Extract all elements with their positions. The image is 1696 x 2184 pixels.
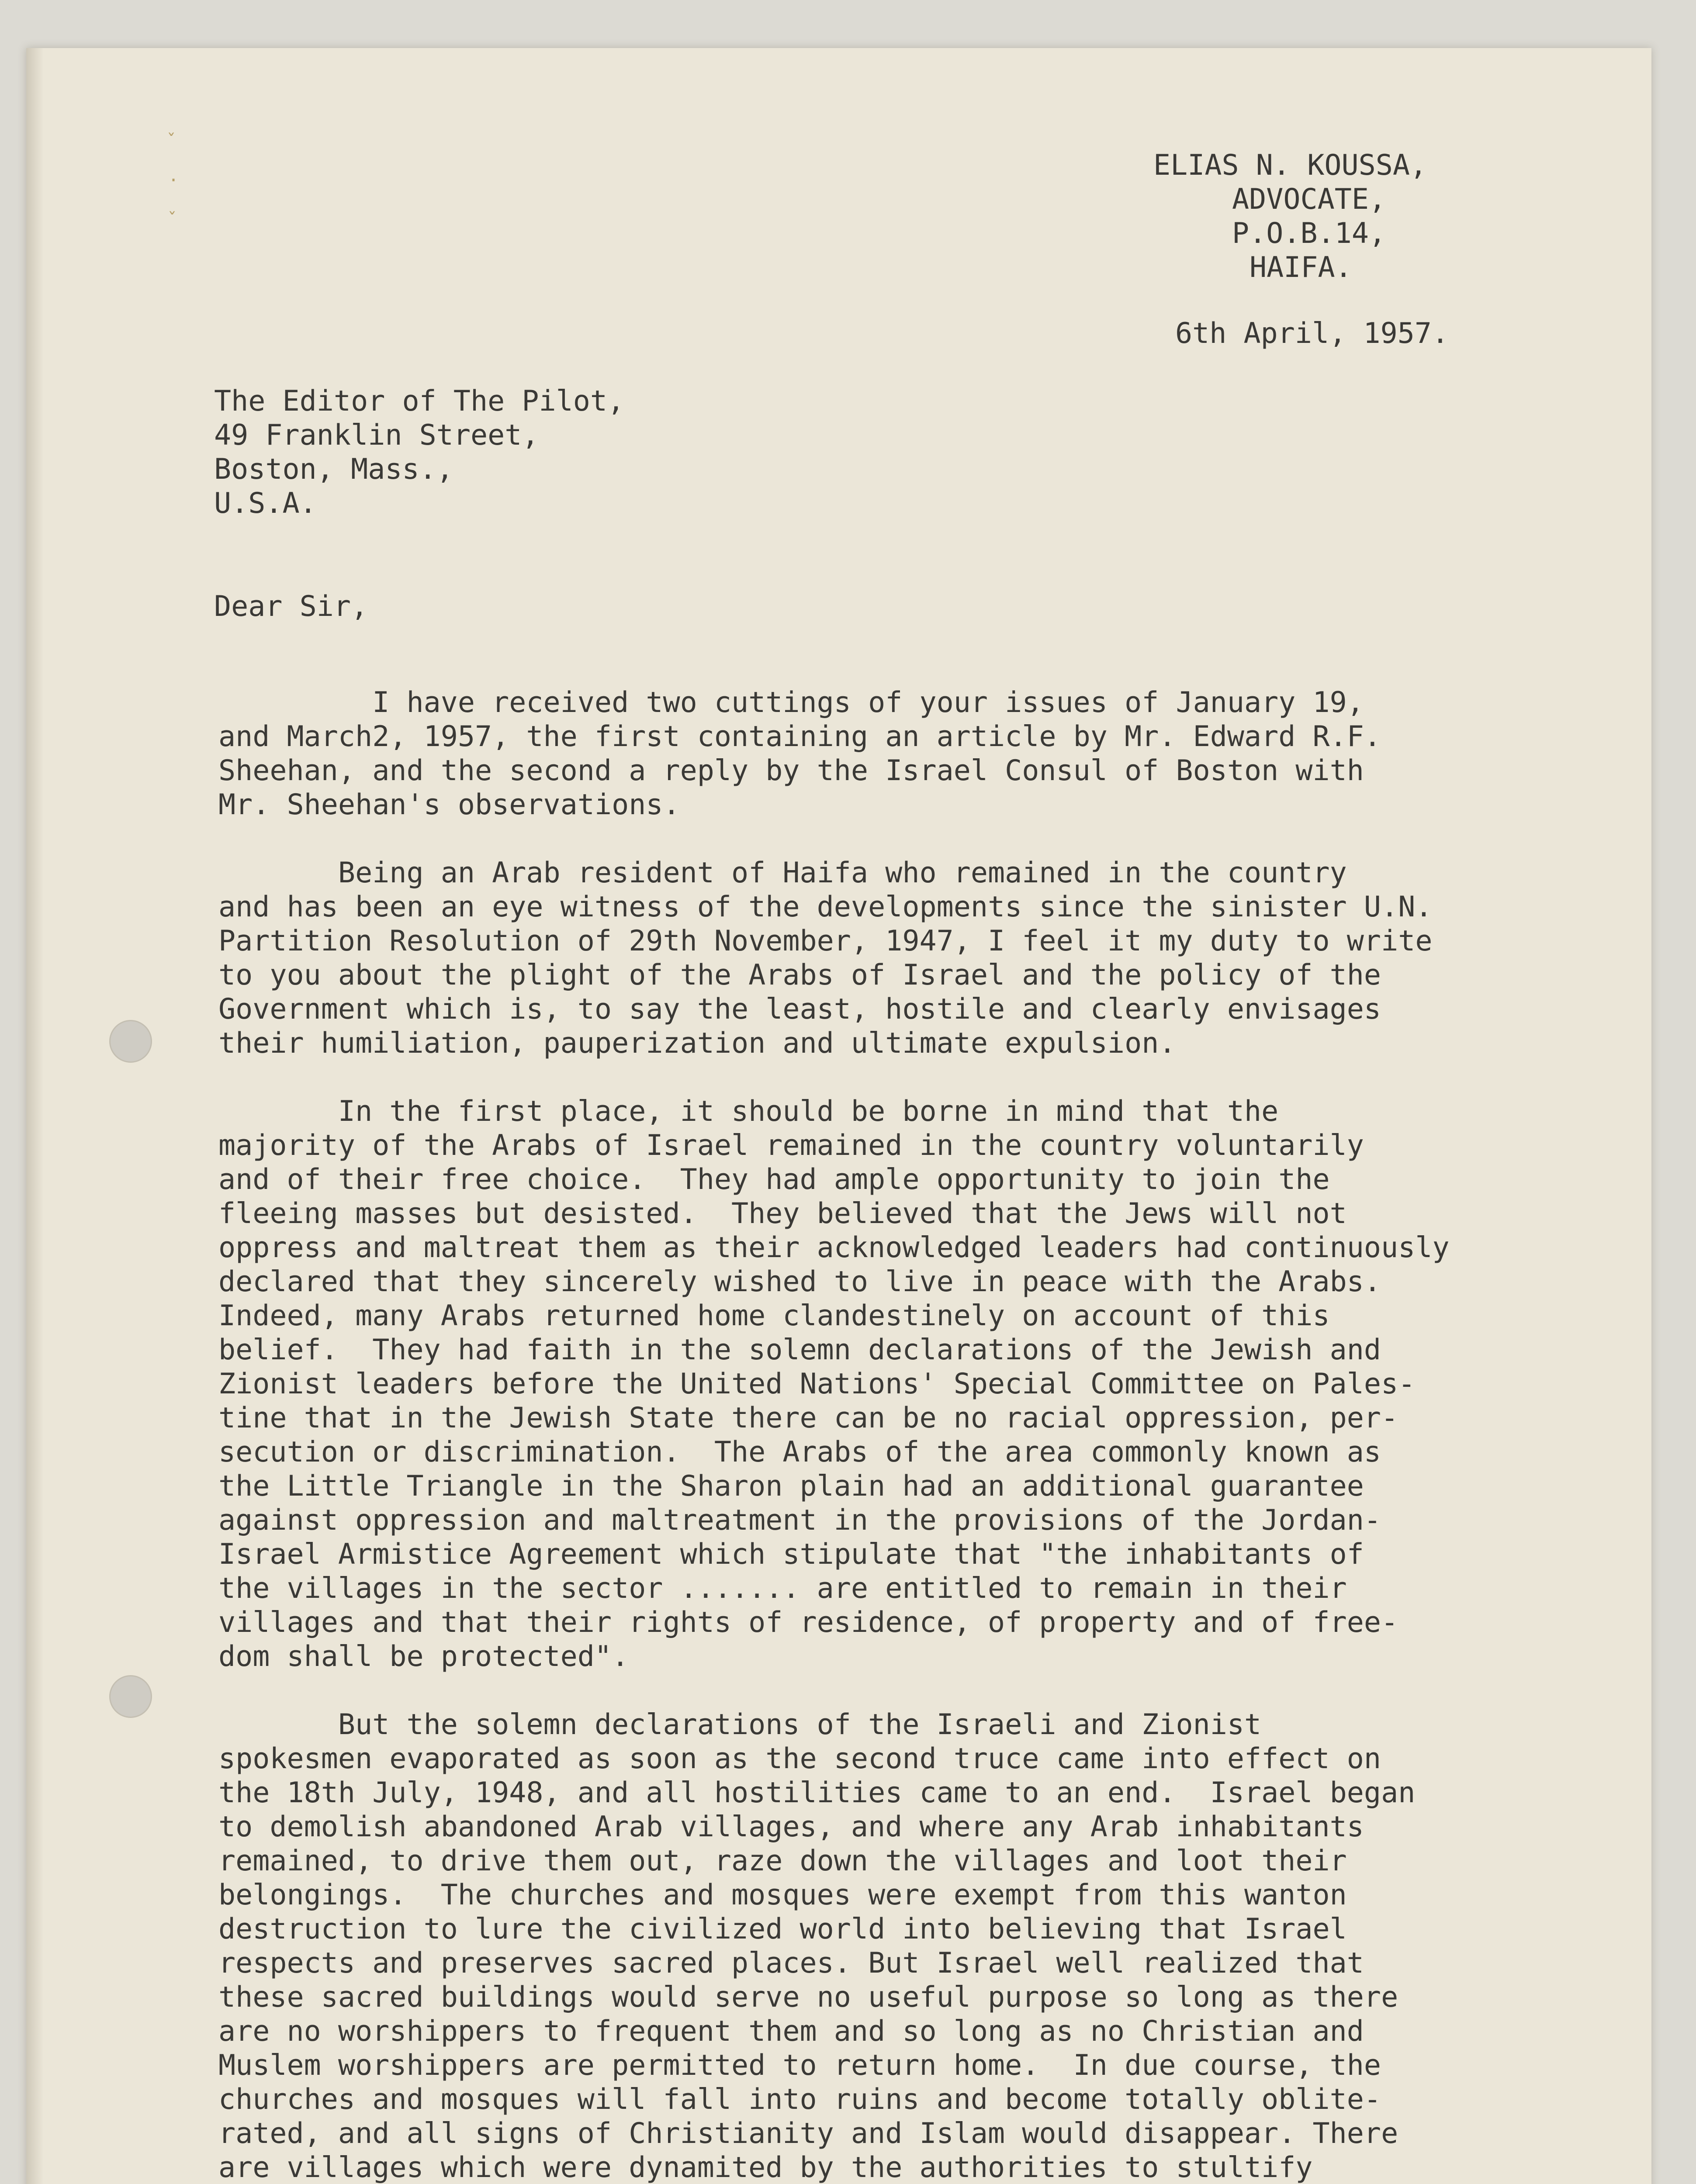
sender-title: ADVOCATE, xyxy=(1232,183,1386,216)
text-line: these sacred buildings would serve no useful purpose so long as there xyxy=(218,1981,1398,2014)
punch-hole-lower xyxy=(109,1675,152,1718)
text-line: Indeed, many Arabs returned home clandestinely on account of this xyxy=(218,1299,1330,1332)
text-line: the villages in the sector ....... are entitled to remain in their xyxy=(218,1572,1347,1605)
sender-name: ELIAS N. KOUSSA, xyxy=(1153,149,1427,182)
text-line: villages and that their rights of residence, of property and of free- xyxy=(218,1606,1398,1639)
text-line: rated, and all signs of Christianity and Islam would disappear. There xyxy=(218,2117,1398,2150)
text-line: Partition Resolution of 29th November, 1947, I feel it my duty to write xyxy=(218,925,1433,957)
paragraph xyxy=(218,856,1660,1061)
text-line: Zionist leaders before the United Nations' Special Committee on Pales- xyxy=(218,1368,1416,1400)
recipient-line: 49 Franklin Street, xyxy=(214,419,539,452)
text-line: But the solemn declarations of the Israeli and Zionist xyxy=(218,1708,1262,1741)
text-line: the Little Triangle in the Sharon plain had an additional guarantee xyxy=(218,1470,1364,1503)
text-line: oppress and maltreat them as their acknowledged leaders had continuously xyxy=(218,1231,1450,1264)
letter-sheet xyxy=(26,48,1651,2184)
text-line: remained, to drive them out, raze down the villages and loot their xyxy=(218,1845,1347,1877)
text-line: secution or discrimination. The Arabs of the area commonly known as xyxy=(218,1436,1381,1469)
sender-po-box: P.O.B.14, xyxy=(1232,217,1386,250)
recipient-line: U.S.A. xyxy=(214,487,317,520)
paper-edge-shadow xyxy=(26,48,44,2184)
text-line: declared that they sincerely wished to live in peace with the Arabs. xyxy=(218,1265,1381,1298)
text-line: the 18th July, 1948, and all hostilities came to an end. Israel began xyxy=(218,1776,1416,1809)
text-line: and has been an eye witness of the developments since the sinister U.N. xyxy=(218,891,1433,923)
paragraph xyxy=(218,1095,1660,1674)
text-line: churches and mosques will fall into ruins and become totally oblite- xyxy=(218,2083,1381,2116)
salutation: Dear Sir, xyxy=(214,590,368,623)
recipient-address xyxy=(214,384,624,521)
text-line: their humiliation, pauperization and ultimate expulsion. xyxy=(218,1027,1176,1060)
staple-mark: · xyxy=(168,170,179,190)
text-line: and March2, 1957, the first containing an article by Mr. Edward R.F. xyxy=(218,720,1381,753)
letter-date: 6th April, 1957. xyxy=(1175,317,1449,350)
text-line: spokesmen evaporated as soon as the second truce came into effect on xyxy=(218,1742,1381,1775)
text-line: Being an Arab resident of Haifa who remained in the country xyxy=(218,857,1347,889)
text-line: belongings. The churches and mosques were exempt from this wanton xyxy=(218,1879,1347,1911)
recipient-line: The Editor of The Pilot, xyxy=(214,385,625,418)
text-line: Israel Armistice Agreement which stipulate that "the inhabitants of xyxy=(218,1538,1364,1571)
text-line: are villages which were dynamited by the authorities to stultify xyxy=(218,2151,1313,2184)
text-line: Mr. Sheehan's observations. xyxy=(218,788,680,821)
recipient-line: Boston, Mass., xyxy=(214,453,453,486)
paragraph xyxy=(218,686,1660,822)
text-line: majority of the Arabs of Israel remained in the country voluntarily xyxy=(218,1129,1364,1162)
text-line: and of their free choice. They had ample opportunity to join the xyxy=(218,1163,1330,1196)
text-line: are no worshippers to frequent them and so long as no Christian and xyxy=(218,2015,1364,2048)
paragraph xyxy=(218,1708,1660,2184)
text-line: I have received two cuttings of your issues of January 19, xyxy=(218,686,1364,719)
text-line: Government which is, to say the least, hostile and clearly envisages xyxy=(218,993,1381,1026)
text-line: Sheehan, and the second a reply by the Israel Consul of Boston with xyxy=(218,754,1364,787)
staple-mark: ˇ xyxy=(167,210,178,230)
sender-city: HAIFA. xyxy=(1250,251,1352,284)
staple-mark: ˇ xyxy=(166,131,177,151)
text-line: In the first place, it should be borne in mind that the xyxy=(218,1095,1279,1128)
text-line: fleeing masses but desisted. They believed that the Jews will not xyxy=(218,1197,1347,1230)
text-line: belief. They had faith in the solemn declarations of the Jewish and xyxy=(218,1334,1381,1366)
text-line: to you about the plight of the Arabs of Israel and the policy of the xyxy=(218,959,1381,992)
text-line: Muslem worshippers are permitted to return home. In due course, the xyxy=(218,2049,1381,2082)
text-line: dom shall be protected". xyxy=(218,1640,629,1673)
letter-body xyxy=(218,686,1660,2184)
text-line: tine that in the Jewish State there can be no racial oppression, per- xyxy=(218,1402,1398,1434)
text-line: against oppression and maltreatment in the provisions of the Jordan- xyxy=(218,1504,1381,1537)
punch-hole-upper xyxy=(109,1020,152,1063)
text-line: destruction to lure the civilized world into believing that Israel xyxy=(218,1913,1347,1946)
text-line: respects and preserves sacred places. But Israel well realized that xyxy=(218,1947,1364,1980)
letterhead xyxy=(1153,149,1547,285)
text-line: to demolish abandoned Arab villages, and where any Arab inhabitants xyxy=(218,1811,1364,1843)
